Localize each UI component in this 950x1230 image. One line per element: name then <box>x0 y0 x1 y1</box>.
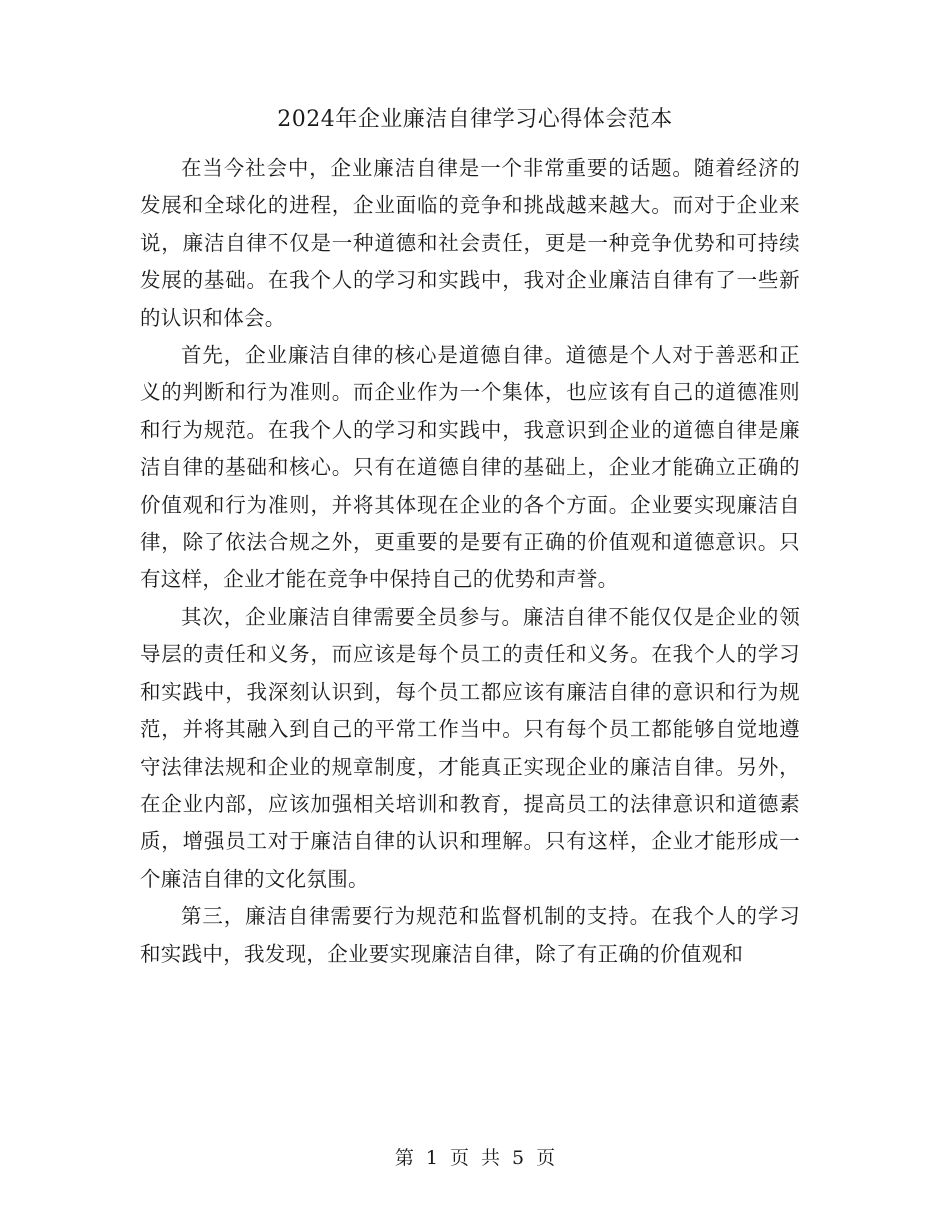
document-body <box>140 150 800 973</box>
paragraph-1: 在当今社会中，企业廉洁自律是一个非常重要的话题。随着经济的发展和全球化的进程，企业面临的竞争和挑战越来越大。而对于企业来说，廉洁自律不仅是一种道德和社会责任，更是一种竞争优势和可持续发展的基础。在我个人的学习和实践中，我对企业廉洁自律有了一些新的认识和体会。 <box>140 156 800 330</box>
page-footer: 第 1 页 共 5 页 <box>394 1147 556 1169</box>
paragraph-4: 第三，廉洁自律需要行为规范和监督机制的支持。在我个人的学习和实践中，我发现，企业要实现廉洁自律，除了有正确的价值观和 <box>140 904 800 966</box>
paragraph-2: 首先，企业廉洁自律的核心是道德自律。道德是个人对于善恶和正义的判断和行为准则。而企业作为一个集体，也应该有自己的道德准则和行为规范。在我个人的学习和实践中，我意识到企业的道德自律是廉洁自律的基础和核心。只有在道德自律的基础上，企业才能确立正确的价值观和行为准则，并将其体现在企业的各个方面。企业要实现廉洁自律，除了依法合规之外，更重要的是要有正确的价值观和道德意识。只有这样，企业才能在竞争中保持自己的优势和声誉。 <box>140 343 800 592</box>
document-title: 2024年企业廉洁自律学习心得体会范本 <box>277 107 673 132</box>
paragraph-3: 其次，企业廉洁自律需要全员参与。廉洁自律不能仅仅是企业的领导层的责任和义务，而应该是每个员工的责任和义务。在我个人的学习和实践中，我深刻认识到，每个员工都应该有廉洁自律的意识和行为规范，并将其融入到自己的平常工作当中。只有每个员工都能够自觉地遵守法律法规和企业的规章制度，才能真正实现企业的廉洁自律。另外，在企业内部，应该加强相关培训和教育，提高员工的法律意识和道德素质，增强员工对于廉洁自律的认识和理解。只有这样，企业才能形成一个廉洁自律的文化氛围。 <box>140 604 800 891</box>
